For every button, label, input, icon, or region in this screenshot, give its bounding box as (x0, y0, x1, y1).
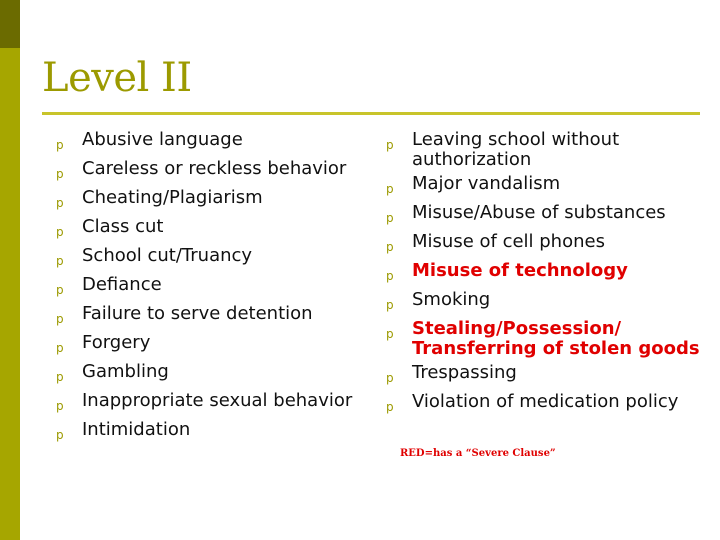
bullet-icon (386, 174, 400, 199)
list-item (386, 363, 706, 388)
bullet-icon (56, 159, 70, 184)
list-item-text: Major vandalism (412, 173, 561, 194)
bullet-icon (386, 319, 400, 344)
bullet-icon (56, 420, 70, 445)
list-item-text: Careless or reckless behavior (82, 158, 347, 179)
list-item-text: Trespassing (412, 362, 517, 383)
bullet-icon (386, 261, 400, 286)
list-item-text: School cut/Truancy (82, 245, 253, 266)
list-item-text: Misuse of technology (412, 260, 628, 281)
bullet-icon (386, 392, 400, 417)
severe-clause-note: RED=has a “Severe Clause” (400, 448, 556, 459)
bullet-icon (56, 188, 70, 213)
list-item (56, 130, 356, 155)
list-item (56, 333, 356, 358)
list-item (386, 392, 706, 417)
list-item (386, 290, 706, 315)
list-item (56, 275, 356, 300)
list-item-text: Misuse of cell phones (412, 231, 605, 252)
bullet-icon (56, 130, 70, 155)
list-item-text: Abusive language (82, 129, 243, 150)
bullet-icon (386, 232, 400, 257)
title-divider (42, 112, 700, 115)
bullet-icon (386, 203, 400, 228)
bullet-icon (386, 130, 400, 155)
bullet-icon (56, 246, 70, 271)
list-item-text: Intimidation (82, 419, 191, 440)
list-item (386, 203, 706, 228)
bullet-icon (56, 304, 70, 329)
list-item-text: Stealing/Possession/ Transferring of stolen goods (412, 318, 700, 359)
list-item (56, 159, 356, 184)
list-item (56, 246, 356, 271)
list-item-text: Leaving school without authorization (412, 129, 620, 170)
list-item (386, 130, 706, 170)
bullet-icon (56, 217, 70, 242)
bullet-icon (386, 363, 400, 388)
list-item-text: Inappropriate sexual behavior (82, 390, 353, 411)
list-item (386, 174, 706, 199)
sidebar-accent-bar (0, 0, 20, 540)
list-item (56, 362, 356, 387)
list-item-severe (386, 261, 706, 286)
list-item-text: Violation of medication policy (412, 391, 679, 412)
list-item-text: Class cut (82, 216, 164, 237)
bullet-icon (386, 290, 400, 315)
list-item-text: Gambling (82, 361, 169, 382)
bullet-icon (56, 362, 70, 387)
list-item-text: Failure to serve detention (82, 303, 313, 324)
list-item-text: Smoking (412, 289, 491, 310)
bullet-icon (56, 275, 70, 300)
list-item-text: Defiance (82, 274, 162, 295)
list-item-severe (386, 319, 706, 359)
left-bullet-list (56, 126, 356, 445)
list-item-text: Forgery (82, 332, 151, 353)
list-item-text: Misuse/Abuse of substances (412, 202, 666, 223)
slide-title: Level II (42, 55, 192, 101)
bullet-icon (56, 333, 70, 358)
list-item (56, 304, 356, 329)
list-item (56, 217, 356, 242)
bullet-icon (56, 391, 70, 416)
sidebar-accent-top (0, 0, 20, 48)
list-item (56, 391, 356, 416)
list-item (386, 232, 706, 257)
right-bullet-list (386, 126, 706, 417)
list-item (56, 188, 356, 213)
list-item (56, 420, 356, 445)
list-item-text: Cheating/Plagiarism (82, 187, 263, 208)
